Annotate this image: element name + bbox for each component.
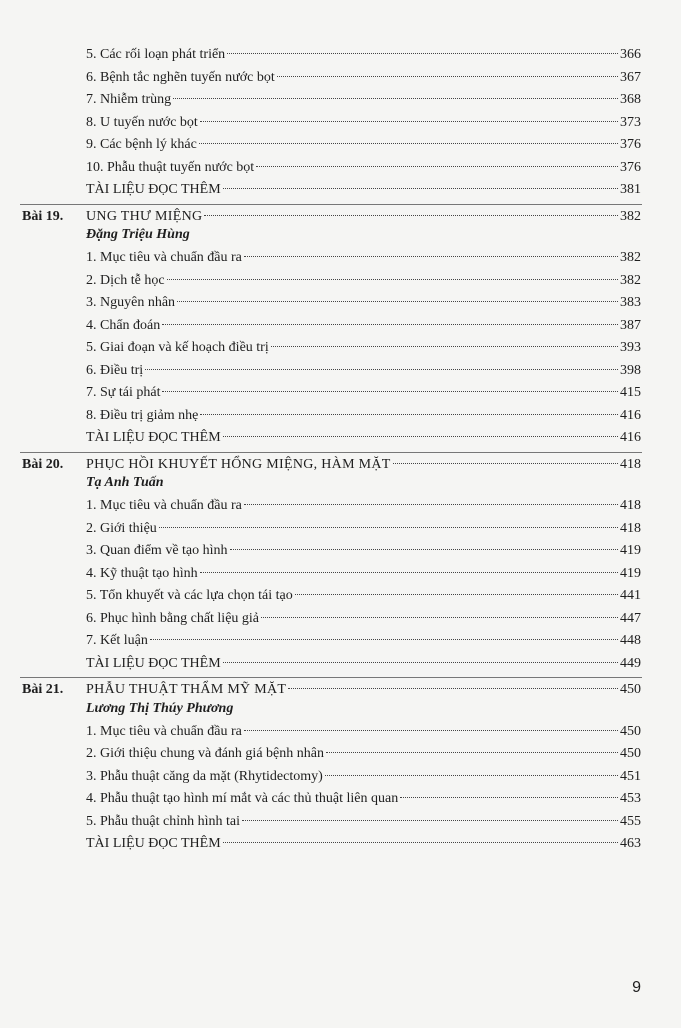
toc-entry[interactable] (86, 834, 641, 854)
entry-page-number: 416 (620, 430, 641, 446)
toc-entry[interactable] (86, 316, 641, 336)
entry-title: 4. Chẩn đoán (86, 317, 161, 333)
entry-page-number: 419 (620, 565, 641, 581)
toc-entry[interactable] (86, 496, 641, 516)
dot-leader (159, 526, 618, 528)
entry-title: 5. Tổn khuyết và các lựa chọn tái tạo (86, 588, 293, 604)
entry-page-number: 418 (620, 498, 641, 513)
entry-page-number: 415 (620, 385, 641, 401)
entry-page-number: 393 (620, 340, 641, 356)
entry-page-number: 398 (620, 362, 641, 378)
entry-title: 3. Nguyên nhân (86, 295, 176, 311)
dot-leader (230, 548, 618, 550)
toc-entry-row (0, 812, 681, 832)
toc-entry-row (0, 406, 681, 426)
toc-entry[interactable] (86, 248, 641, 268)
entry-page-number: 418 (620, 456, 641, 472)
dot-leader (400, 796, 618, 798)
lesson-author: Lương Thị Thúy Phương (86, 700, 234, 716)
dot-leader (244, 503, 618, 505)
toc-entry-row (0, 383, 681, 403)
toc-entry-row (0, 767, 681, 787)
lesson-divider (20, 452, 642, 453)
toc-entry[interactable] (86, 383, 641, 403)
entry-page-number: 447 (620, 610, 641, 626)
entry-page-number: 366 (620, 47, 641, 62)
lesson-heading-row (0, 207, 681, 227)
toc-entry[interactable] (86, 271, 641, 291)
entry-title: 4. Phẫu thuật tạo hình mí mắt và các thủ thuật liên quan (86, 791, 399, 807)
toc-entry[interactable] (86, 789, 641, 809)
toc-entry[interactable] (86, 428, 641, 448)
toc-entry[interactable] (86, 564, 641, 584)
toc-entry-row (0, 834, 681, 854)
dot-leader (288, 687, 618, 689)
dot-leader (145, 368, 618, 370)
entry-title: 2. Giới thiệu chung và đánh giá bệnh nhân (86, 746, 324, 762)
entry-page-number: 450 (620, 682, 641, 698)
toc-entry[interactable] (86, 609, 641, 629)
toc-entry-row (0, 744, 681, 764)
dot-leader (223, 435, 618, 437)
toc-entry-row (0, 609, 681, 629)
toc-entry-row (0, 293, 681, 313)
lesson-divider (20, 677, 642, 678)
toc-entry-row (0, 586, 681, 606)
toc-entry[interactable] (86, 767, 641, 787)
entry-title: TÀI LIỆU ĐỌC THÊM (86, 182, 221, 198)
dot-leader (325, 774, 618, 776)
lesson-title: PHỤC HỒI KHUYẾT HỔNG MIỆNG, HÀM MẶT (86, 456, 391, 472)
entry-page-number: 367 (620, 69, 641, 85)
toc-entry-row (0, 361, 681, 381)
toc-entry-row (0, 113, 681, 133)
toc-entry[interactable] (86, 45, 641, 65)
toc-entry[interactable] (86, 90, 641, 110)
entry-title: 3. Phẫu thuật căng da mặt (Rhytidectomy) (86, 768, 323, 784)
toc-entry-row (0, 180, 681, 200)
entry-title: TÀI LIỆU ĐỌC THÊM (86, 430, 221, 446)
toc-entry[interactable] (86, 541, 641, 561)
toc-entry-row (0, 722, 681, 742)
lesson-title: UNG THƯ MIỆNG (86, 208, 203, 224)
dot-leader (244, 255, 618, 257)
lesson-title: PHẪU THUẬT THẨM MỸ MẶT (86, 682, 287, 698)
lesson-heading-row (0, 455, 681, 475)
dot-leader (199, 142, 618, 144)
toc-entry-row (0, 496, 681, 516)
entry-page-number: 418 (620, 520, 641, 536)
entry-page-number: 453 (620, 791, 641, 807)
entry-title: 6. Điều trị (86, 362, 144, 378)
toc-entry-row (0, 428, 681, 448)
entry-page-number: 373 (620, 114, 641, 130)
toc-entry[interactable] (86, 180, 641, 200)
toc-entry[interactable] (86, 722, 641, 742)
toc-entry-row (0, 631, 681, 651)
entry-page-number: 383 (620, 295, 641, 311)
entry-title: TÀI LIỆU ĐỌC THÊM (86, 655, 221, 671)
lesson-heading-row (0, 680, 681, 700)
toc-entry-row (0, 135, 681, 155)
entry-title: 7. Nhiễm trùng (86, 92, 172, 108)
toc-entry-row (0, 45, 681, 65)
toc-entry-row (0, 541, 681, 561)
toc-entry[interactable] (86, 631, 641, 651)
dot-leader (200, 571, 618, 573)
entry-title: 6. Phục hình bằng chất liệu giả (86, 610, 260, 626)
entry-page-number: 376 (620, 159, 641, 175)
toc-entry[interactable] (86, 455, 641, 475)
dot-leader (223, 187, 618, 189)
dot-leader (200, 413, 618, 415)
dot-leader (162, 323, 618, 325)
dot-leader (277, 75, 618, 77)
toc-entry[interactable] (86, 338, 641, 358)
entry-title: 8. U tuyến nước bọt (86, 114, 198, 130)
entry-page-number: 368 (620, 92, 641, 108)
entry-page-number: 387 (620, 317, 641, 333)
dot-leader (162, 390, 618, 392)
toc-entry-row (0, 316, 681, 336)
entry-page-number: 455 (620, 813, 641, 829)
dot-leader (244, 729, 618, 731)
entry-page-number: 382 (620, 249, 641, 265)
lesson-author: Tạ Anh Tuấn (86, 475, 164, 491)
lesson-author-row (0, 473, 681, 493)
lesson-divider (20, 204, 642, 205)
entry-page-number: 382 (620, 272, 641, 288)
toc-entry[interactable] (86, 68, 641, 88)
entry-title: 1. Mục tiêu và chuẩn đầu ra (86, 498, 242, 513)
toc-entry-row (0, 248, 681, 268)
toc-entry[interactable] (86, 361, 641, 381)
dot-leader (177, 300, 618, 302)
toc-entry-row (0, 338, 681, 358)
dot-leader (223, 841, 618, 843)
entry-page-number: 450 (620, 746, 641, 762)
entry-page-number: 451 (620, 768, 641, 784)
toc-entry[interactable] (86, 654, 641, 674)
toc-entry[interactable] (86, 207, 641, 227)
entry-page-number: 382 (620, 208, 641, 224)
dot-leader (242, 819, 618, 821)
toc-entry-row (0, 789, 681, 809)
entry-page-number: 448 (620, 633, 641, 649)
entry-title: 2. Dịch tễ học (86, 272, 165, 288)
entry-title: 4. Kỹ thuật tạo hình (86, 565, 198, 581)
dot-leader (256, 165, 618, 167)
entry-title: 6. Bệnh tắc nghẽn tuyến nước bọt (86, 69, 275, 85)
dot-leader (295, 593, 618, 595)
entry-title: 5. Phẫu thuật chỉnh hình tai (86, 813, 240, 829)
entry-title: 1. Mục tiêu và chuẩn đầu ra (86, 249, 242, 265)
entry-page-number: 381 (620, 182, 641, 198)
entry-page-number: 450 (620, 723, 641, 739)
toc-entry-row (0, 68, 681, 88)
entry-title: 8. Điều trị giảm nhẹ (86, 407, 199, 423)
dot-leader (393, 462, 618, 464)
toc-entry[interactable] (86, 744, 641, 764)
lesson-number: Bài 20. (22, 456, 64, 472)
entry-page-number: 376 (620, 137, 641, 153)
toc-entry[interactable] (86, 812, 641, 832)
dot-leader (150, 638, 618, 640)
dot-leader (200, 120, 618, 122)
entry-page-number: 416 (620, 407, 641, 423)
toc-entry[interactable] (86, 293, 641, 313)
entry-page-number: 449 (620, 655, 641, 671)
dot-leader (173, 97, 618, 99)
lesson-number: Bài 21. (22, 682, 64, 698)
toc-entry-row (0, 158, 681, 178)
lesson-author-row (0, 225, 681, 245)
toc-entry[interactable] (86, 158, 641, 178)
entry-title: 1. Mục tiêu và chuẩn đầu ra (86, 723, 242, 739)
toc-entry[interactable] (86, 680, 641, 700)
entry-page-number: 441 (620, 588, 641, 604)
entry-title: 2. Giới thiệu (86, 520, 157, 536)
dot-leader (261, 616, 618, 618)
toc-entry-row (0, 654, 681, 674)
entry-page-number: 463 (620, 836, 641, 852)
dot-leader (204, 214, 618, 216)
entry-page-number: 419 (620, 543, 641, 559)
toc-entry[interactable] (86, 519, 641, 539)
toc-entry[interactable] (86, 406, 641, 426)
toc-entry[interactable] (86, 113, 641, 133)
lesson-number: Bài 19. (22, 208, 64, 224)
dot-leader (271, 345, 618, 347)
lesson-author: Đặng Triệu Hùng (86, 227, 190, 243)
entry-title: 3. Quan điểm về tạo hình (86, 543, 228, 559)
dot-leader (167, 278, 618, 280)
entry-title: 10. Phẫu thuật tuyến nước bọt (86, 159, 255, 175)
dot-leader (227, 52, 618, 54)
entry-title: 5. Giai đoạn và kế hoạch điều trị (86, 340, 269, 356)
entry-title: 5. Các rối loạn phát triển (86, 47, 226, 62)
toc-entry-row (0, 564, 681, 584)
dot-leader (223, 661, 618, 663)
toc-entry[interactable] (86, 586, 641, 606)
toc-entry-row (0, 271, 681, 291)
dot-leader (326, 751, 618, 753)
entry-title: 7. Kết luận (86, 633, 148, 649)
toc-entry-row (0, 90, 681, 110)
toc-entry-row (0, 519, 681, 539)
toc-entry[interactable] (86, 135, 641, 155)
page-number: 9 (632, 979, 641, 996)
entry-title: 7. Sự tái phát (86, 385, 161, 401)
entry-title: TÀI LIỆU ĐỌC THÊM (86, 836, 221, 852)
entry-title: 9. Các bệnh lý khác (86, 137, 197, 153)
lesson-author-row (0, 699, 681, 719)
